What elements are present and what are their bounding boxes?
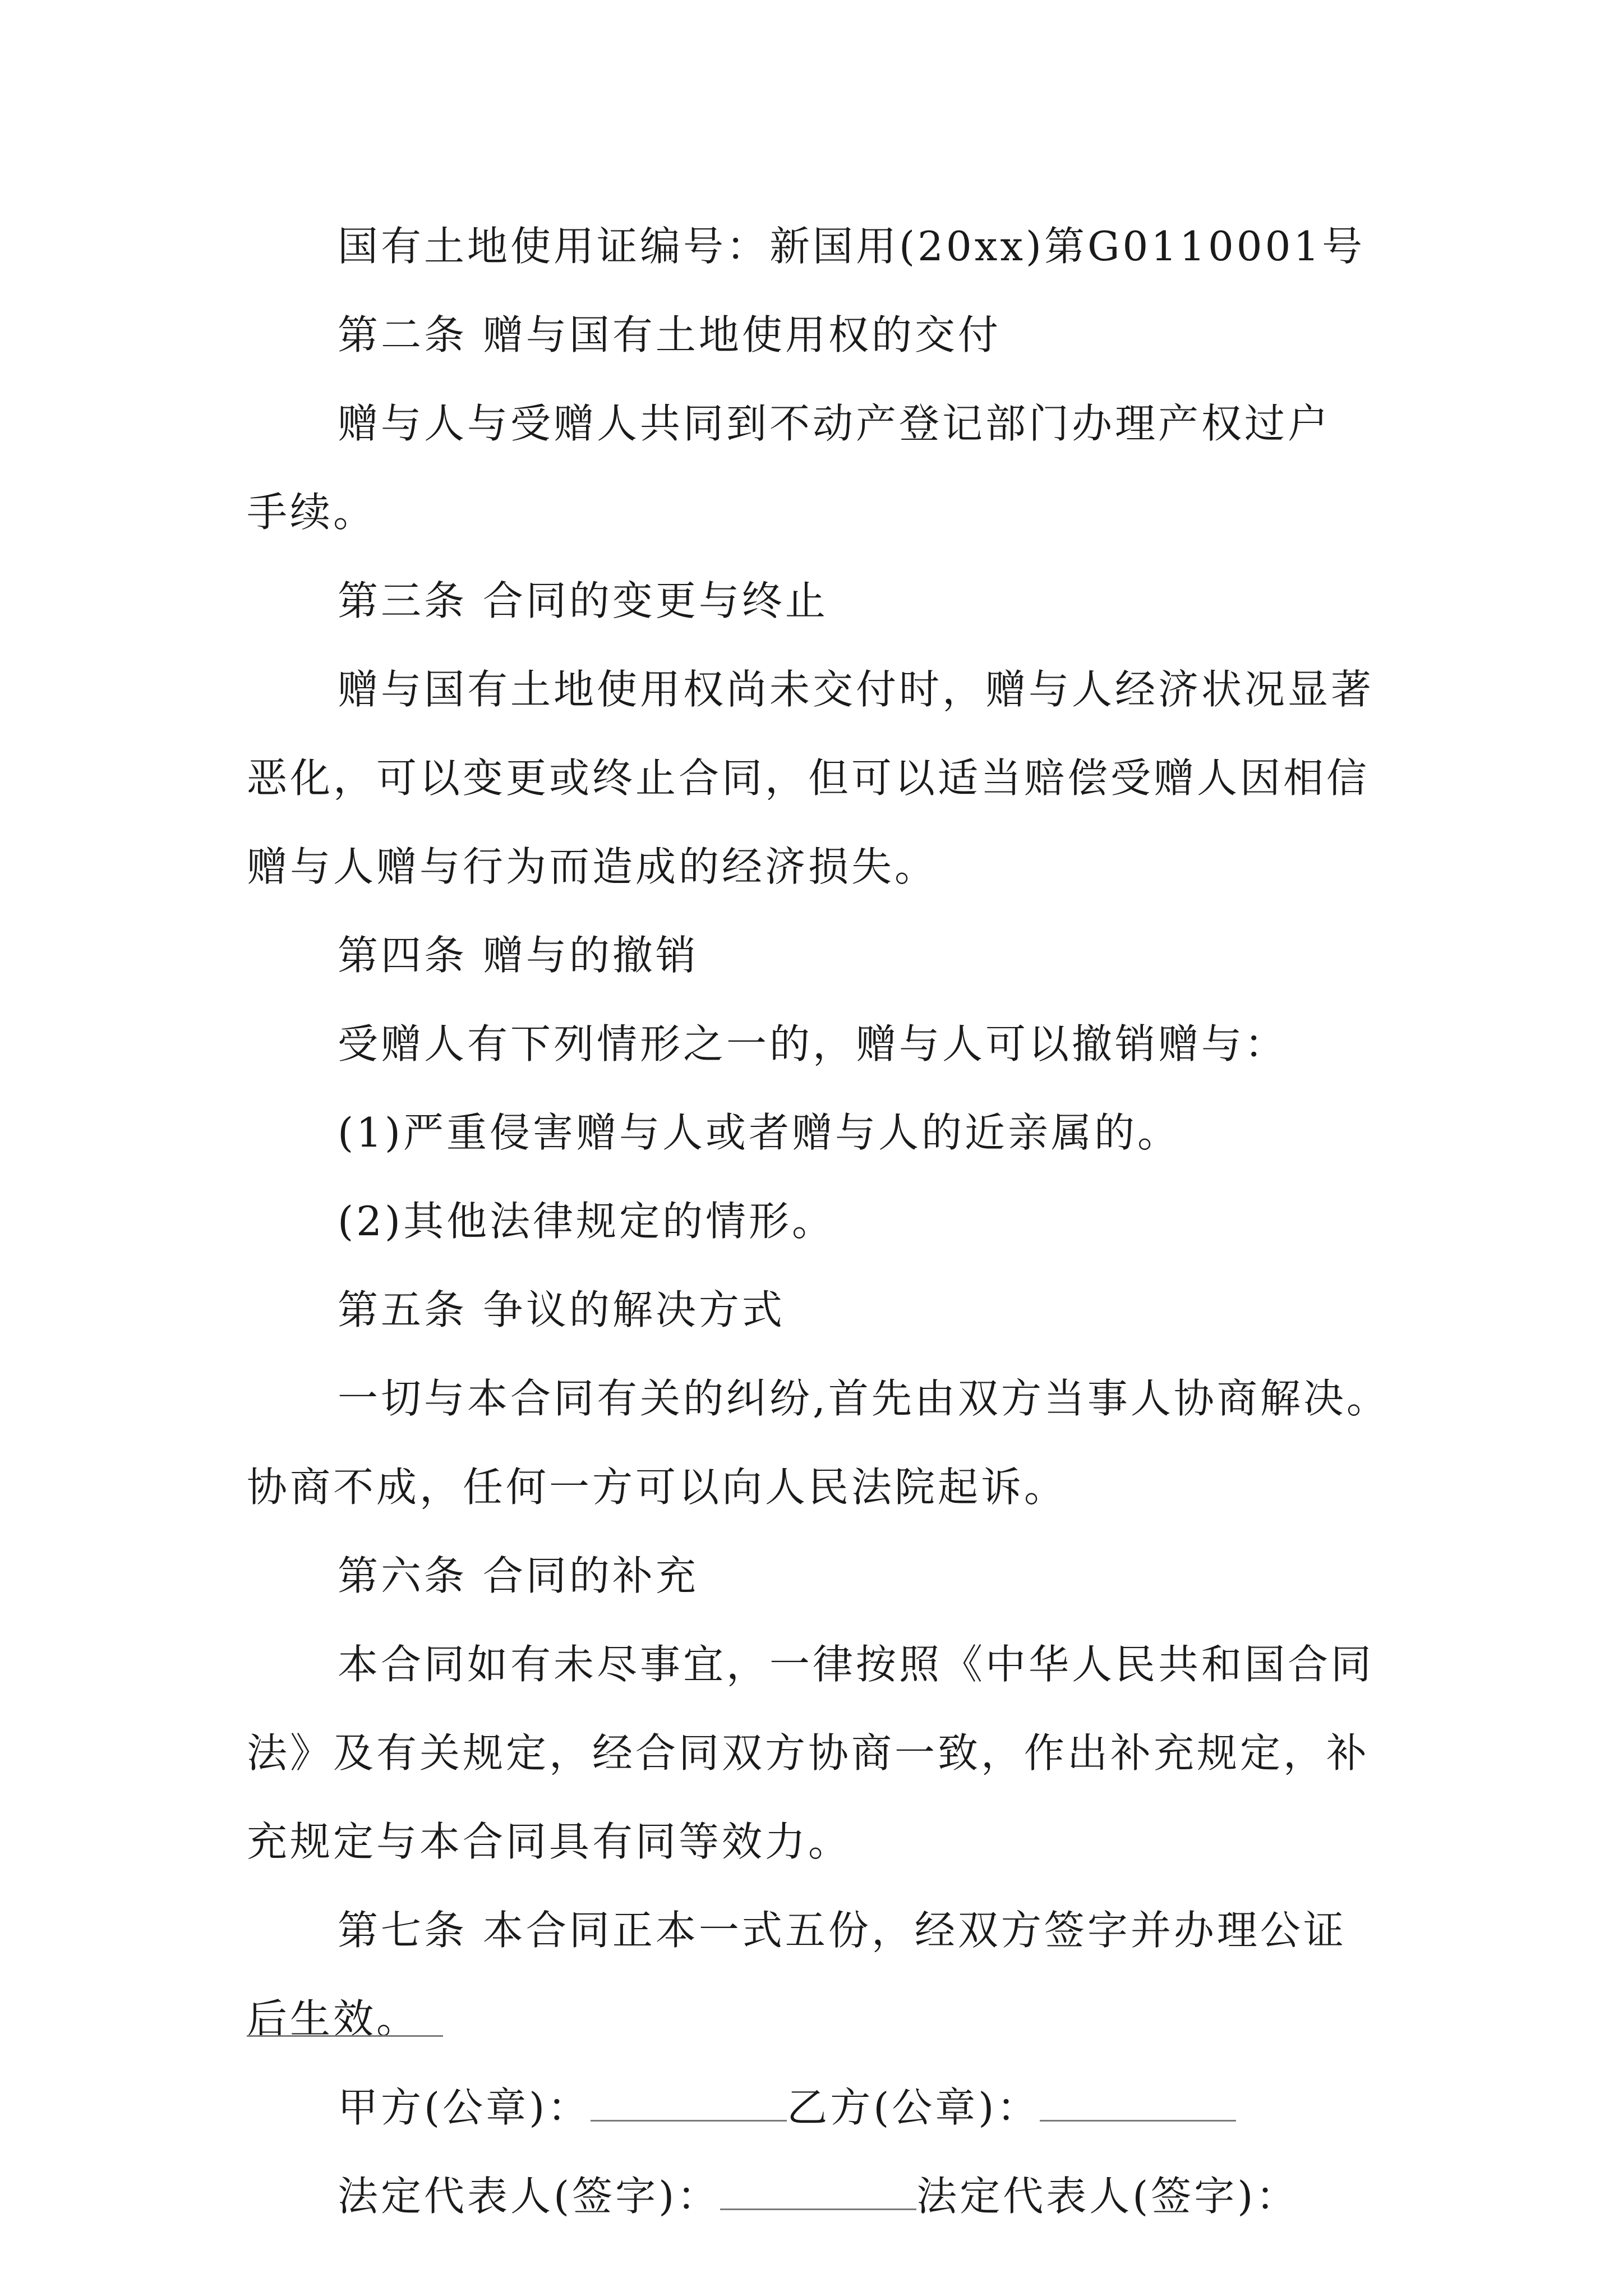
article-4-text: 受赠人有下列情形之一的，赠与人可以撤销赠与： xyxy=(338,1020,1288,1068)
article-6-heading: 第六条 合同的补充 xyxy=(338,1552,699,1599)
party-a-rep-blank[interactable] xyxy=(720,2176,916,2210)
article-5-heading: 第五条 争议的解决方式 xyxy=(338,1286,785,1333)
contract-body xyxy=(247,202,1391,2240)
party-b-rep-label: 法定代表人(签字)： xyxy=(916,2173,1299,2220)
article-7-text-cont: 后生效。 xyxy=(247,1995,420,2042)
article-3-text-cont-1: 恶化，可以变更或终止合同，但可以适当赔偿受赠人因相信 xyxy=(247,754,1370,802)
seal-line xyxy=(247,2063,1391,2152)
article-3-heading: 第三条 合同的变更与终止 xyxy=(338,577,828,624)
representative-line xyxy=(247,2152,1391,2240)
party-a-seal-blank[interactable] xyxy=(591,2087,787,2122)
article-4-item-1: (1)严重侵害赠与人或者赠与人的近亲属的。 xyxy=(338,1109,1181,1156)
article-5-text: 一切与本合同有关的纠纷,首先由双方当事人协商解决。 xyxy=(338,1375,1390,1422)
article-4-item-2: (2)其他法律规定的情形。 xyxy=(338,1198,835,1245)
article-2-text-cont: 手续。 xyxy=(247,489,377,536)
article-6-text: 本合同如有未尽事宜，一律按照《中华人民共和国合同 xyxy=(338,1641,1375,1688)
land-certificate-number: 国有土地使用证编号：新国用(20xx)第G0110001号 xyxy=(338,223,1366,270)
article-6-text-cont-2: 充规定与本合同具有同等效力。 xyxy=(247,1818,852,1865)
party-b-seal-blank[interactable] xyxy=(1040,2087,1236,2122)
party-a-rep-label: 法定代表人(签字)： xyxy=(338,2173,721,2220)
article-2-text: 赠与人与受赠人共同到不动产登记部门办理产权过户 xyxy=(338,400,1331,447)
article-5-text-cont: 协商不成，任何一方可以向人民法院起诉。 xyxy=(247,1464,1068,1511)
article-4-heading: 第四条 赠与的撤销 xyxy=(338,932,699,979)
article-7-text: 第七条 本合同正本一式五份，经双方签字并办理公证 xyxy=(338,1907,1347,1954)
article-6-text-cont-1: 法》及有关规定，经合同双方协商一致，作出补充规定，补 xyxy=(247,1729,1370,1777)
article-2-heading: 第二条 赠与国有土地使用权的交付 xyxy=(338,311,1001,358)
party-b-rep-blank[interactable] xyxy=(247,2035,443,2037)
article-3-text: 赠与国有土地使用权尚未交付时，赠与人经济状况显著 xyxy=(338,666,1375,713)
party-b-seal-label: 乙方(公章)： xyxy=(787,2084,1040,2131)
article-3-text-cont-2: 赠与人赠与行为而造成的经济损失。 xyxy=(247,843,938,890)
party-a-seal-label: 甲方(公章)： xyxy=(338,2084,591,2131)
